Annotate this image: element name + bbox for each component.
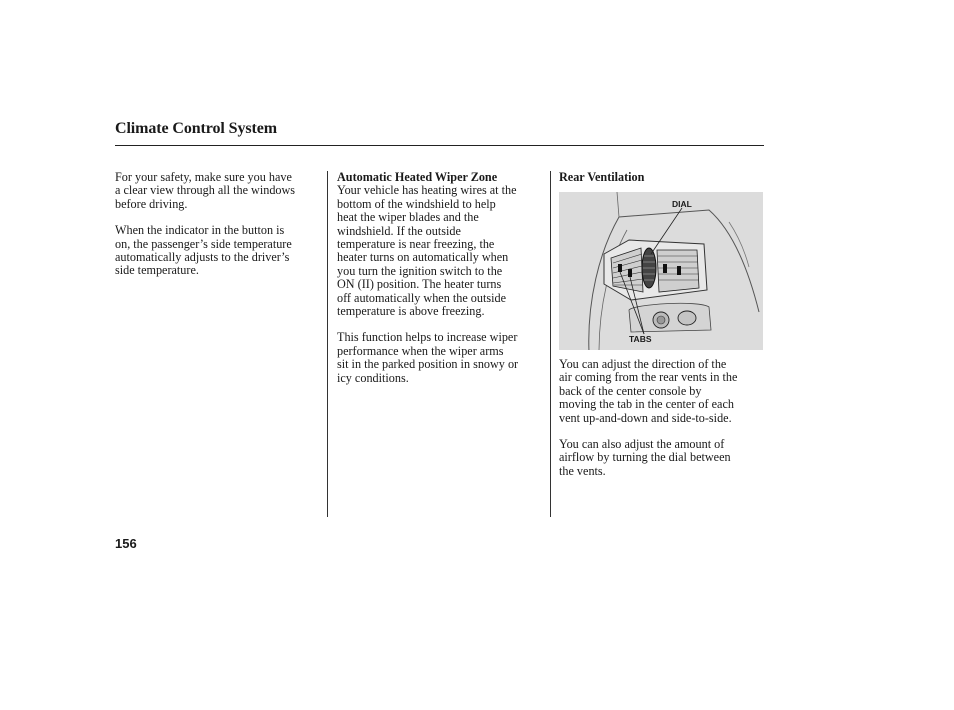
dial-callout-label: DIAL <box>672 199 692 209</box>
text-line: side temperature. <box>115 263 199 278</box>
text-line: icy conditions. <box>337 370 409 385</box>
text-line: When the indicator in the button is <box>115 223 285 238</box>
section-heading-wiper-zone: Automatic Heated Wiper Zone <box>337 170 498 184</box>
text-line: heat the wiper blades and the <box>337 210 479 225</box>
text-line: off automatically when the outside <box>337 290 507 305</box>
page-title: Climate Control System <box>115 120 277 137</box>
text-line: sit in the parked position in snowy or <box>337 357 519 372</box>
tabs-callout-label: TABS <box>629 334 652 344</box>
text-line: automatically adjusts to the driver’s <box>115 250 290 265</box>
col2-paragraph-1 <box>337 184 543 318</box>
page-number: 156 <box>115 536 137 551</box>
text-line: bottom of the windshield to help <box>337 196 496 211</box>
col3-paragraph-1 <box>559 358 765 425</box>
text-line: a clear view through all the windows <box>115 183 296 198</box>
rear-vent-drawing <box>559 192 763 350</box>
text-line: ON (II) position. The heater turns <box>337 277 502 292</box>
col1-paragraph-1 <box>115 171 321 211</box>
text-line: moving the tab in the center of each <box>559 397 734 412</box>
section-heading-rear-ventilation: Rear Ventilation <box>559 170 645 184</box>
text-line: This function helps to increase wiper <box>337 330 518 345</box>
text-line: back of the center console by <box>559 383 702 398</box>
text-line: vent up-and-down and side-to-side. <box>559 410 732 425</box>
text-line: heater turns on automatically when <box>337 250 509 265</box>
text-line: For your safety, make sure you have <box>115 170 292 184</box>
col1-paragraph-2 <box>115 224 321 278</box>
column-2 <box>337 171 543 385</box>
text-line: temperature is above freezing. <box>337 304 485 319</box>
text-line: windshield. If the outside <box>337 223 461 238</box>
title-rule <box>115 145 764 146</box>
text-line: air coming from the rear vents in the <box>559 370 738 385</box>
text-line: performance when the wiper arms <box>337 343 504 358</box>
text-line: you turn the ignition switch to the <box>337 263 503 278</box>
text-line: airflow by turning the dial between <box>559 450 731 465</box>
text-line: You can also adjust the amount of <box>559 437 725 452</box>
column-1 <box>115 171 321 278</box>
column-3-body <box>559 358 765 478</box>
text-line: on, the passenger’s side temperature <box>115 236 292 251</box>
col3-paragraph-2 <box>559 438 765 478</box>
rear-vent-illustration <box>559 192 763 350</box>
text-line: Your vehicle has heating wires at the <box>337 183 517 198</box>
text-line: the vents. <box>559 463 606 478</box>
column-divider <box>327 171 328 517</box>
text-line: temperature is near freezing, the <box>337 237 495 252</box>
text-line: before driving. <box>115 196 188 211</box>
text-line: You can adjust the direction of the <box>559 357 727 371</box>
col2-paragraph-2 <box>337 331 543 385</box>
column-3 <box>559 171 765 184</box>
column-divider <box>550 171 551 517</box>
